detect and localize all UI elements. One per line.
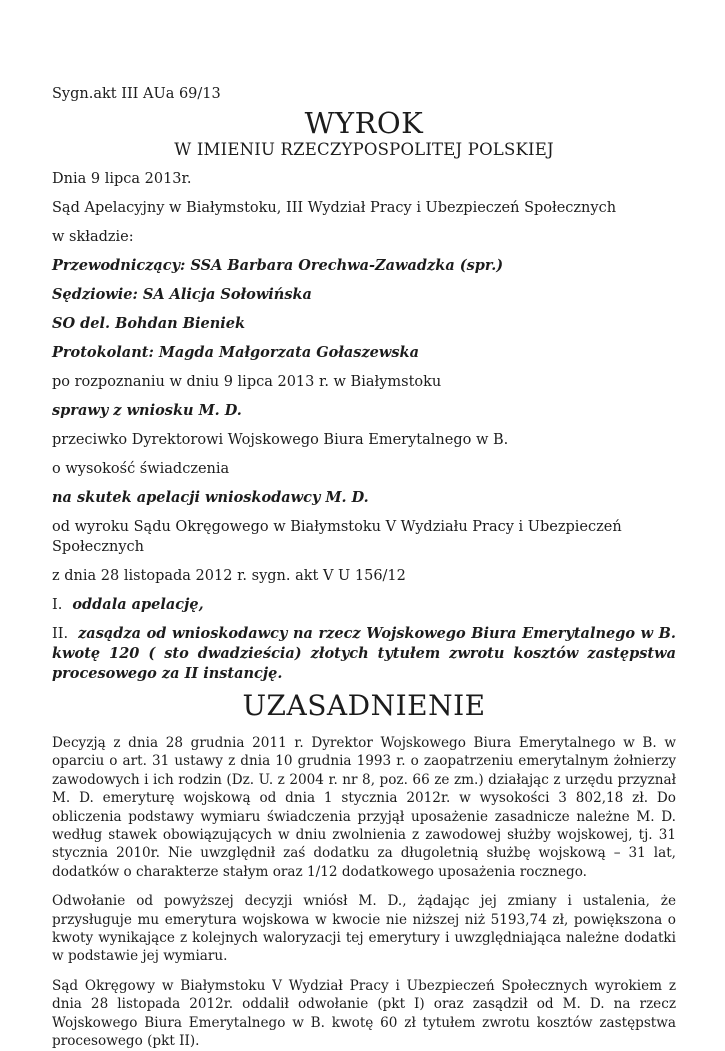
ruling-item xyxy=(52,595,676,615)
header-line: przeciwko Dyrektorowi Wojskowego Biura Emerytalnego w B. xyxy=(52,432,509,448)
ruling-text: oddala apelację, xyxy=(72,596,204,613)
judgment-title: WYROK xyxy=(304,106,424,140)
ruling-item xyxy=(52,624,676,684)
justification-paragraph: Sąd Okręgowy w Białymstoku V Wydział Pracy i Ubezpieczeń Społecznych wyrokiem z dnia 28 listopada 2012r. oddalił odwołanie (pkt I) oraz zasądził od M. D. na rzecz Wojskowego Biura Emerytalnego w B. kwotę 60 zł tytułem zwrotu kosztów zastępstwa procesowego (pkt II). xyxy=(52,977,676,1050)
header-lines xyxy=(52,169,676,586)
header-line: Sędziowie: SA Alicja Sołowińska xyxy=(52,286,312,303)
header-line: sprawy z wniosku M. D. xyxy=(52,402,242,419)
justification-paragraph: Decyzją z dnia 28 grudnia 2011 r. Dyrektor Wojskowego Biura Emerytalnego w B. w oparciu o art. 31 ustawy z dnia 10 grudnia 1993 r. o zaopatrzeniu emerytalnym żołnierzy zawodowych i ich rodzin (Dz. U. z 2004 r. nr 8, poz. 66 ze zm.) działając z urzędu przyznał M. D. emeryturę wojskową od dnia 1 stycznia 2012r. w wysokości 3 802,18 zł. Do obliczenia podstawy wymiaru świadczenia przyjął uposażenie zasadnicze należne M. D. według stawek obowiązujących w dniu zwolnienia z zawodowej służby wojskowej, tj. 31 stycznia 2010r. Nie uwzględnił zaś dodatku za długoletnią służbę wojskową – 31 lat, dodatków o charakterze stałym oraz 1/12 dodatkowego uposażenia rocznego. xyxy=(52,735,676,880)
header-line: Protokolant: Magda Małgorzata Gołaszewska xyxy=(52,344,419,361)
header-line: Przewodniczący: SSA Barbara Orechwa-Zawadzka (spr.) xyxy=(52,257,504,274)
header-line: o wysokość świadczenia xyxy=(52,461,230,477)
header-line: z dnia 28 listopada 2012 r. sygn. akt V U 156/12 xyxy=(52,568,406,584)
ruling-numeral: I. xyxy=(52,597,63,613)
header-line: SO del. Bohdan Bieniek xyxy=(52,315,246,332)
header-line: po rozpoznaniu w dniu 9 lipca 2013 r. w Białymstoku xyxy=(52,374,442,390)
case-number: Sygn.akt III AUa 69/13 xyxy=(52,86,221,102)
ruling-list xyxy=(52,595,676,684)
header-line: w składzie: xyxy=(52,229,134,245)
ruling-numeral: II. xyxy=(52,626,69,642)
justification-paragraph: Odwołanie od powyższej decyzji wniósł M. D., żądając jej zmiany i ustalenia, że przysługuje mu emerytura wojskowa w kwocie nie niższej niż 5193,74 zł, powiększona o kwoty wynikające z kolejnych waloryzacji tej emerytury i uwzględniająca należne dodatki w podstawie jej wymiaru. xyxy=(52,893,676,965)
judgment-subtitle: W IMIENIU RZECZYPOSPOLITEJ POLSKIEJ xyxy=(174,140,554,159)
justification-heading: UZASADNIENIE xyxy=(242,689,486,722)
ruling-text: zasądza od wnioskodawcy na rzecz Wojskowego Biura Emerytalnego w B. kwotę 120 ( sto dwadzieścia) złotych tytułem zwrotu kosztów zastępstwa procesowego za II instancję. xyxy=(52,625,676,682)
header-line: od wyroku Sądu Okręgowego w Białymstoku V Wydziału Pracy i Ubezpieczeń Społecznych xyxy=(52,519,622,555)
header-line: Sąd Apelacyjny w Białymstoku, III Wydział Pracy i Ubezpieczeń Społecznych xyxy=(52,200,617,216)
header-line: Dnia 9 lipca 2013r. xyxy=(52,171,192,187)
justification-paragraphs xyxy=(52,734,676,1051)
header-line: na skutek apelacji wnioskodawcy M. D. xyxy=(52,489,369,506)
